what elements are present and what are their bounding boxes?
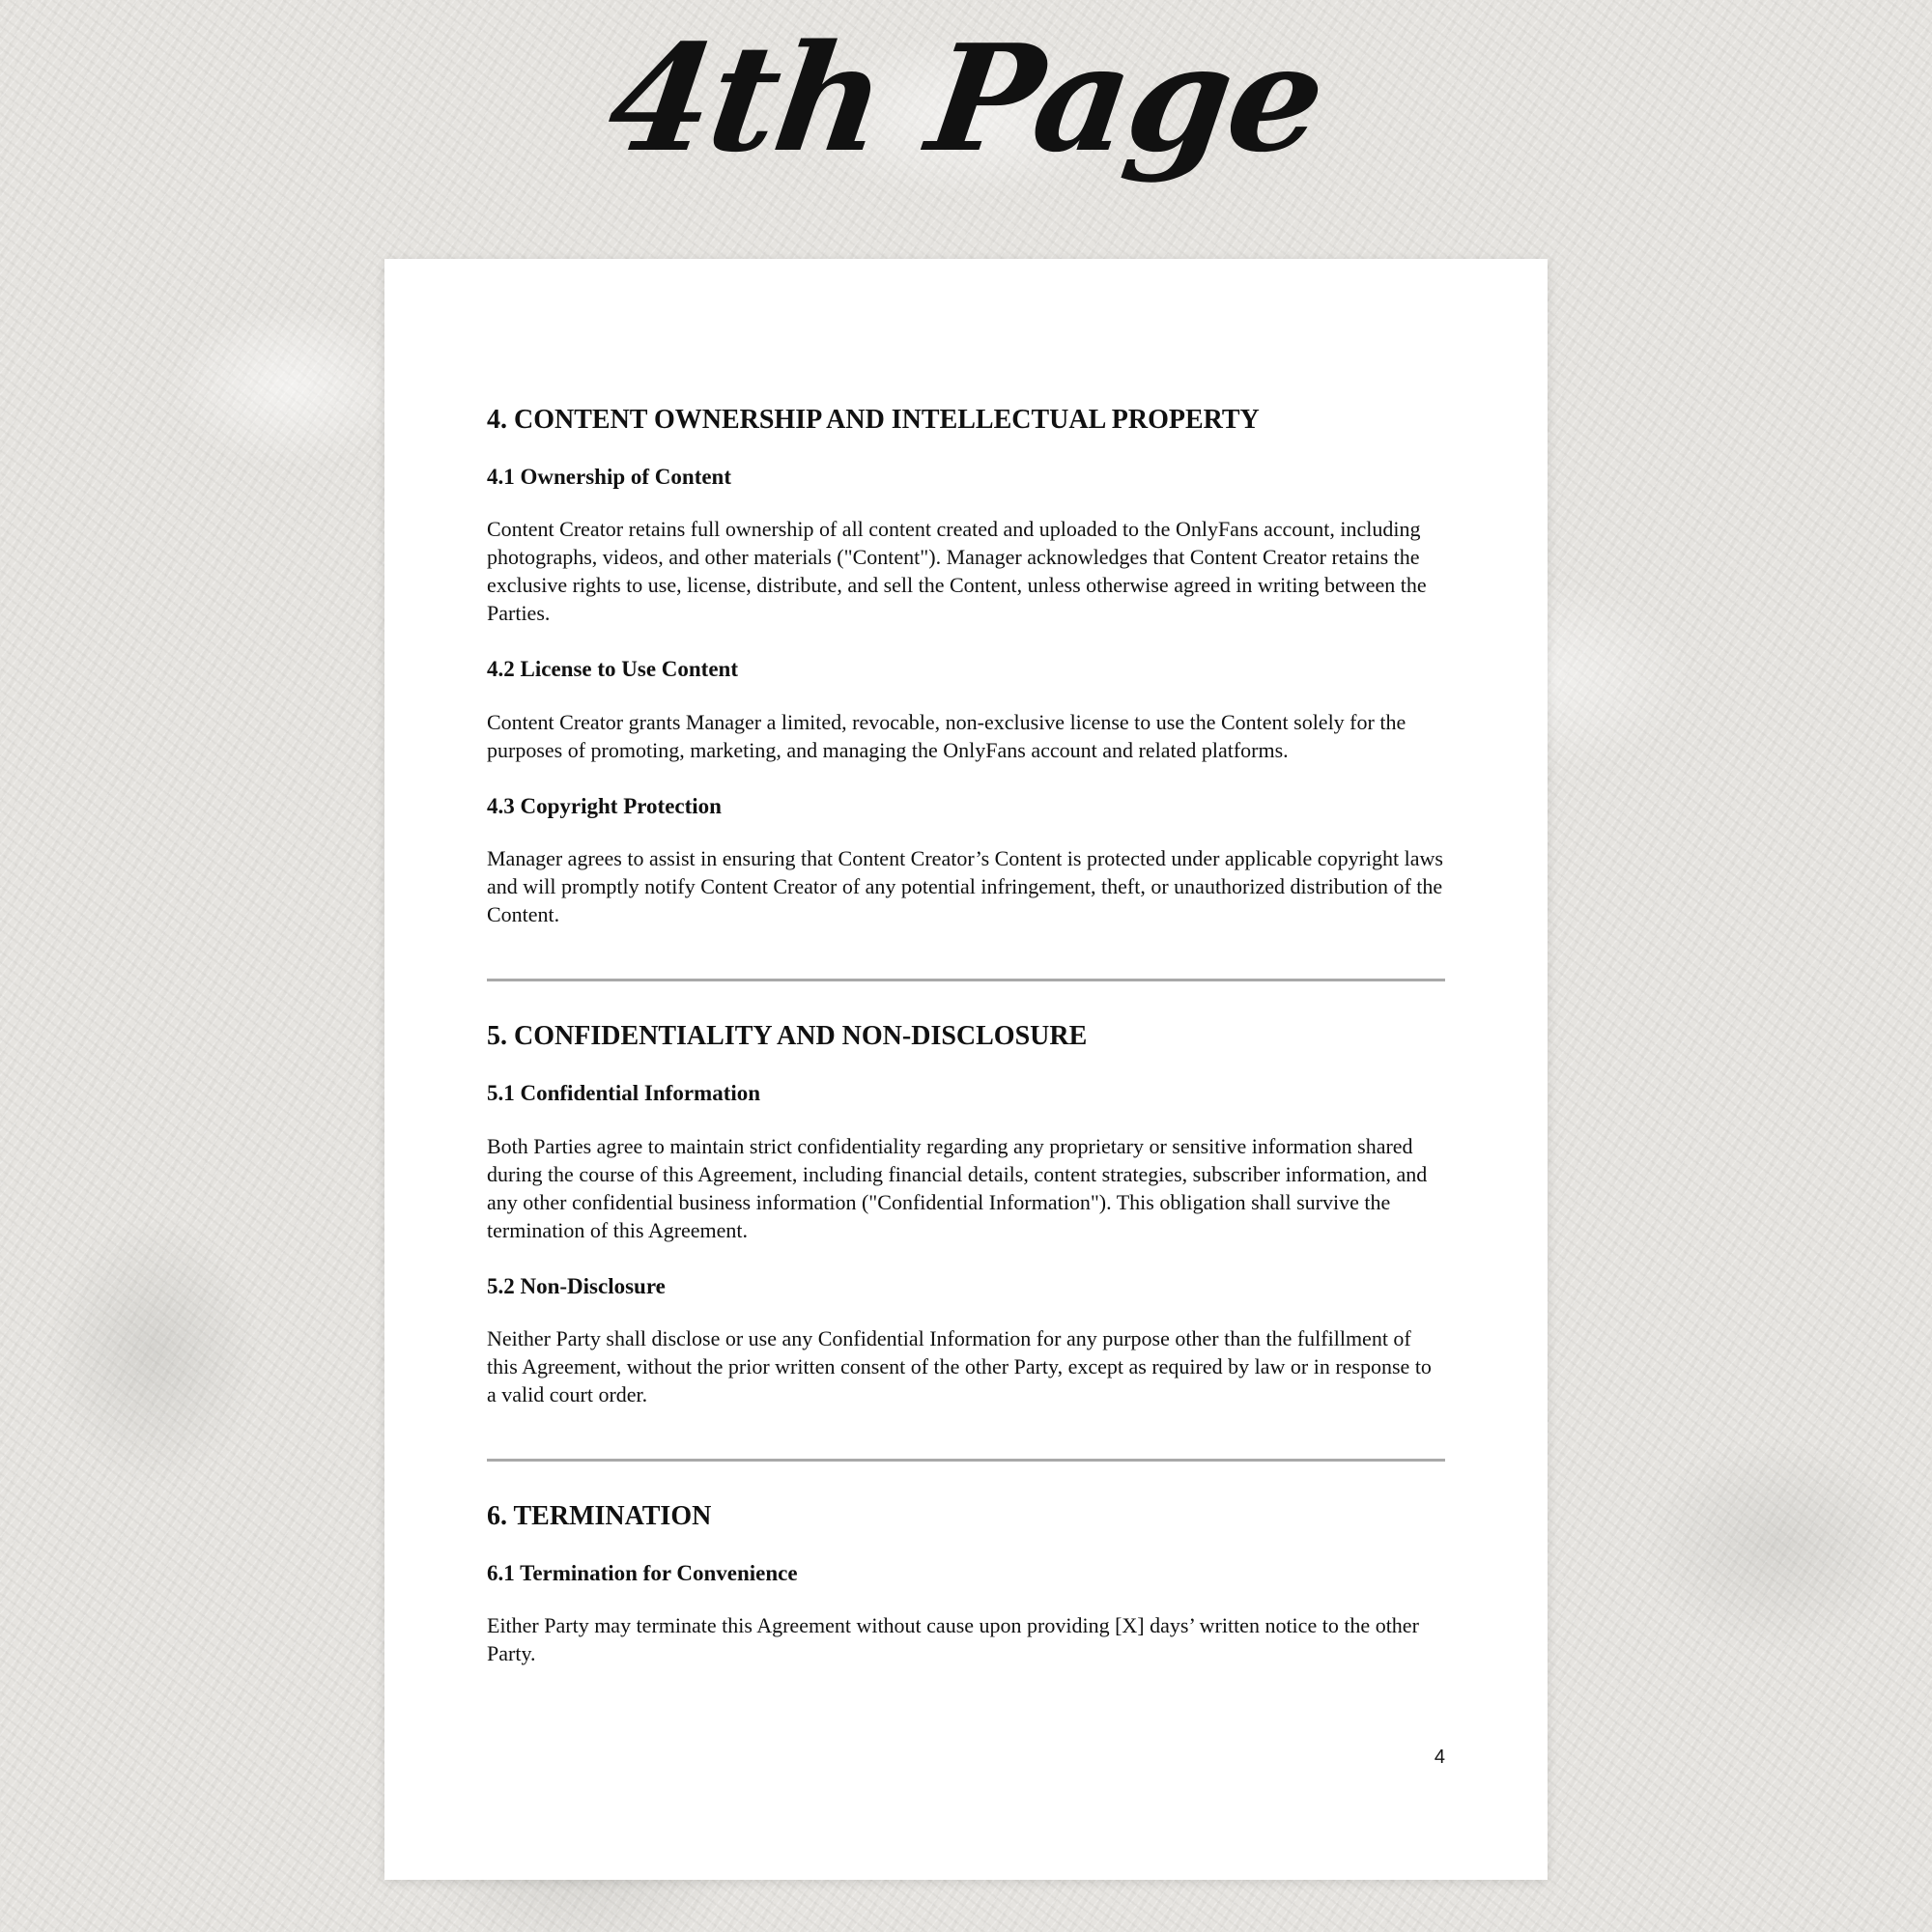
document-body bbox=[487, 404, 1445, 1696]
subsection-heading-copyright-protection: 4.3 Copyright Protection bbox=[487, 793, 722, 818]
section-heading-termination: 6. TERMINATION bbox=[487, 1501, 712, 1532]
subsection-heading-confidential-information: 5.1 Confidential Information bbox=[487, 1080, 761, 1105]
page-number: 4 bbox=[1434, 1747, 1445, 1768]
subsection-heading-termination-for-convenience: 6.1 Termination for Convenience bbox=[487, 1560, 798, 1585]
paragraph-ownership-of-content: Content Creator retains full ownership of all content created and uploaded to the OnlyFans account, including photographs, videos, and other materials ("Content"). Manager acknowledges that Content Creator retains the exclusive rights to use, license, distribute, and sell the Content, unless otherwise agreed in writing between the Parties. bbox=[487, 517, 1427, 626]
page-banner-title: 4th Page bbox=[598, 12, 1334, 185]
section-divider bbox=[487, 1459, 1445, 1462]
section-heading-content-ownership: 4. CONTENT OWNERSHIP AND INTELLECTUAL PROPERTY bbox=[487, 405, 1260, 435]
subsection-heading-license-to-use-content: 4.2 License to Use Content bbox=[487, 657, 738, 682]
document-page bbox=[384, 259, 1548, 1880]
paragraph-non-disclosure: Neither Party shall disclose or use any Confidential Information for any purpose other than the fulfillment of this Agreement, without the prior written consent of the other Party, except as required by law or in response to a valid court order. bbox=[487, 1326, 1432, 1407]
subsection-heading-non-disclosure: 5.2 Non-Disclosure bbox=[487, 1273, 666, 1298]
paragraph-license-to-use-content: Content Creator grants Manager a limited, revocable, non-exclusive license to use the Content solely for the purposes of promoting, marketing, and managing the OnlyFans account and related platforms. bbox=[487, 709, 1406, 762]
subsection-heading-ownership-of-content: 4.1 Ownership of Content bbox=[487, 464, 732, 489]
paragraph-termination-for-convenience: Either Party may terminate this Agreement without cause upon providing [X] days’ written notice to the other Party. bbox=[487, 1613, 1419, 1666]
paragraph-copyright-protection: Manager agrees to assist in ensuring that Content Creator’s Content is protected under applicable copyright laws and will promptly notify Content Creator of any potential infringement, theft, or unauthorized distribution of the Content. bbox=[487, 846, 1443, 927]
section-heading-confidentiality: 5. CONFIDENTIALITY AND NON-DISCLOSURE bbox=[487, 1021, 1088, 1052]
section-divider bbox=[487, 979, 1445, 981]
paragraph-confidential-information: Both Parties agree to maintain strict confidentiality regarding any proprietary or sensitive information shared during the course of this Agreement, including financial details, content strategies, subscriber information, and any other confidential business information ("Confidential Information"). This obligation shall survive the termination of this Agreement. bbox=[487, 1133, 1428, 1242]
